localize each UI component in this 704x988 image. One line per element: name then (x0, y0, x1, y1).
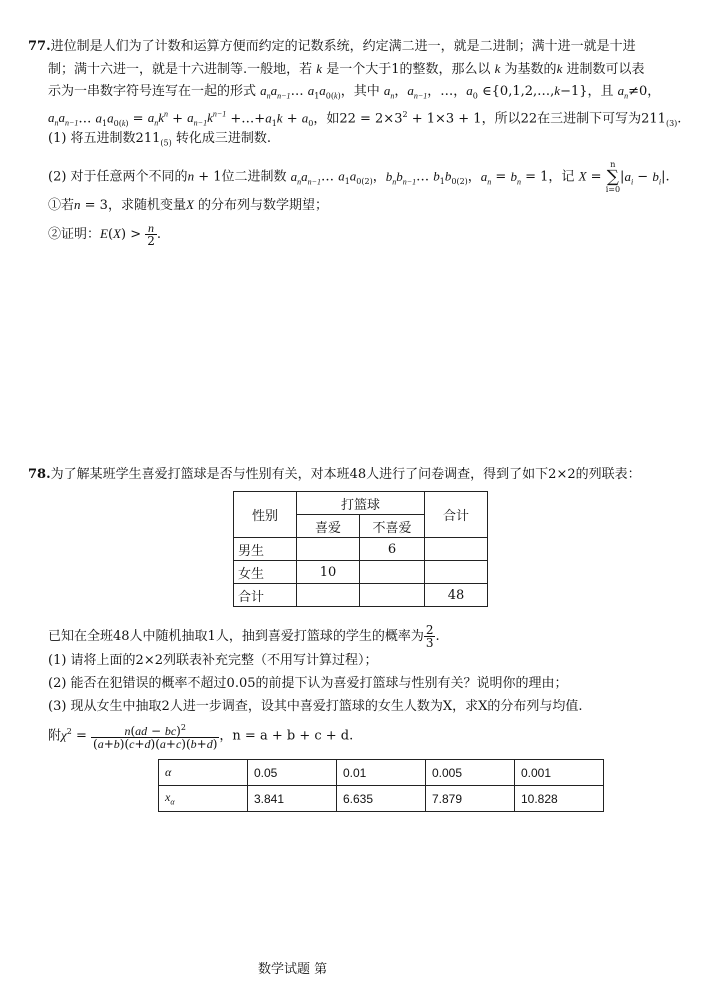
q77-intro-4b: + 1×3 + 1，所以22在三进制下可写为211 (407, 111, 666, 127)
q77-part2-c: ，记 (548, 169, 575, 185)
q78-part2: (2) 能否在犯错误的概率不超过0.05的前提下认为喜爱打篮球与性别有关？说明你的理由； (48, 676, 568, 691)
q78-part1: (1) 请将上面的2×2列联表补充完整（不用写计算过程）； (48, 653, 378, 668)
contingency-table (233, 491, 488, 607)
cell-dislike: 6 (360, 538, 425, 561)
appendix-label: 附 (48, 728, 62, 744)
cell-dislike (360, 561, 425, 584)
q77-part1-text: (1) 将五进制数211 (48, 131, 161, 146)
header-total: 合计 (425, 492, 488, 538)
q77-intro-3a: 示为一串数字符号连写在一起的形式 (48, 84, 257, 99)
cell-like: 10 (297, 561, 360, 584)
critical-value: 10.828 (515, 786, 604, 812)
cell-dislike (360, 584, 425, 607)
q77-line4: $a_na_{n-1}\dots$ $a_1a_{0(k)} = a_nk^n + a_{n-1}k^{n-1}$ $+\dots+a_1k + a_0$，如$22 = 2\times 3^2 + 1\times 3 + 1$，所以22在三进制下可写为$211_{(3)}$. (48, 110, 682, 128)
q77-sub1: ①若n = 3，求随机变量X 的分布列与数学期望； (48, 197, 329, 213)
header-like: 喜爱 (297, 515, 360, 538)
n-over-2-fraction: $\frac{n}{2}$ (147, 221, 155, 248)
critical-value: 6.635 (337, 786, 426, 812)
chi-square-formula: $\frac{n(ad - bc)^2}{(a+b)(c+d)(a+c)(b+d)}$ (93, 723, 218, 751)
q77-sub2-text: ②证明： (48, 227, 101, 242)
q78-number: 78. (28, 467, 51, 482)
cell-total: 48 (425, 584, 488, 607)
q77-line3: 示为一串数字符号连写在一起的形式 $a_na_{n-1}\dots$ $a_1a_{0(k)}$，其中 $a_n$，$a_{n-1}$，…，$a_0$ ∈{0,1,2,…,k−1}，且 $a_n\ne 0$， (48, 83, 661, 101)
q77-intro-2b: 是一个大于1的整数，那么以 (326, 62, 491, 77)
q78-known (48, 624, 440, 649)
q78-known-tail: . (435, 629, 440, 644)
q77-sub1-tail: = 3，求随机变量 (80, 198, 186, 213)
table-row (234, 538, 488, 561)
page-footer: 数学试题 第 (258, 962, 328, 977)
q78-intro-text: 为了解某班学生喜爱打篮球是否与性别有关，对本班48人进行了问卷调查，得到了如下2×2的列联表： (50, 467, 641, 482)
formula-tail: ，n = a + b + c + d. (219, 728, 354, 744)
q77-intro-2c: 为基数的 (504, 62, 557, 77)
critical-value-table (158, 759, 604, 812)
row-label: 男生 (234, 538, 297, 561)
q78-known-text: 已知在全班48人中随机抽取1人，抽到喜爱打篮球的学生的概率为 (48, 629, 424, 644)
critical-value: 3.841 (248, 786, 337, 812)
alpha-value: 0.05 (248, 760, 337, 786)
header-dislike: 不喜爱 (360, 515, 425, 538)
cell-total (425, 561, 488, 584)
cell-like (297, 538, 360, 561)
q77-intro-1: 进位制是人们为了计数和运算方便而约定的记数系统，约定满二进一，就是二进制；满十进一就是十进 (50, 39, 636, 54)
cell-total (425, 538, 488, 561)
q77-intro-2d: 进制数可以表 (566, 62, 645, 77)
q77-intro-3c: ∈{0,1,2,…, (482, 84, 555, 99)
header-gender: 性别 (234, 492, 297, 538)
q77-line2: 制；满十六进一，就是十六进制等.一般地，若 k 是一个大于1的整数，那么以 k 为基数的k 进制数可以表 (48, 61, 645, 77)
q77-sub2: ②证明：E(X) > $\frac{n}{2}$ . (48, 221, 162, 248)
header-basketball: 打篮球 (297, 492, 425, 515)
q77-sub1-tail2: 的分布列与数学期望； (198, 198, 329, 213)
row-label: 合计 (234, 584, 297, 607)
q77-intro-3d: −1}，且 (560, 84, 614, 99)
q77-sub1-text: ①若 (48, 198, 75, 213)
critical-value: 7.879 (426, 786, 515, 812)
q77-part2: (2) 对于任意两个不同的n + 1位二进制数 $a_na_{n-1}\dots$ $a_1a_{0(2)}$，$b_nb_{n-1}\dots$ $b_1b_{0(2)}$，$a_n = b_n = 1$，记 X = n ∑ $i=0|a_i - b_i|$. (48, 160, 670, 194)
q78-intro (28, 466, 641, 484)
q78-appendix: 附$\chi^2$ = $\frac{n(ad - bc)^2}{(a+b)(c+d)(a+c)(b+d)}$ ，n = a + b + c + d. (48, 723, 354, 751)
q78-part3: (3) 现从女生中抽取2人进一步调查，设其中喜爱打篮球的女生人数为X，求X的分布列与均值. (48, 699, 583, 714)
table-row (159, 786, 604, 812)
q77-intro-4a: ，如22 = 2×3 (313, 111, 403, 127)
q77-part1: (1) 将五进制数$211_{(5)}$ 转化成三进制数. (48, 131, 271, 148)
alpha-value: 0.001 (515, 760, 604, 786)
two-thirds-fraction: $\frac{2}{3}$ (425, 623, 434, 650)
row-label: 女生 (234, 561, 297, 584)
alpha-label: α (159, 760, 248, 786)
table-row (234, 584, 488, 607)
x-alpha-label: $x_\alpha$ (159, 786, 248, 812)
table-row (159, 760, 604, 786)
q77-number: 77. (28, 39, 51, 54)
table-row (234, 561, 488, 584)
cell-like (297, 584, 360, 607)
q77-part2-text: (2) 对于任意两个不同的 (48, 169, 188, 185)
summation-symbol: n ∑ i=0 (605, 160, 621, 194)
q77-part1-tail: 转化成三进制数. (171, 131, 271, 146)
q77-intro-3b: ，其中 (340, 84, 380, 99)
alpha-value: 0.005 (426, 760, 515, 786)
q77-intro-2a: 制；满十六进一，就是十六进制等.一般地，若 (48, 62, 313, 77)
q77-line1 (28, 38, 636, 56)
alpha-value: 0.01 (337, 760, 426, 786)
q77-part2-b: + 1位二进制数 (194, 169, 287, 185)
